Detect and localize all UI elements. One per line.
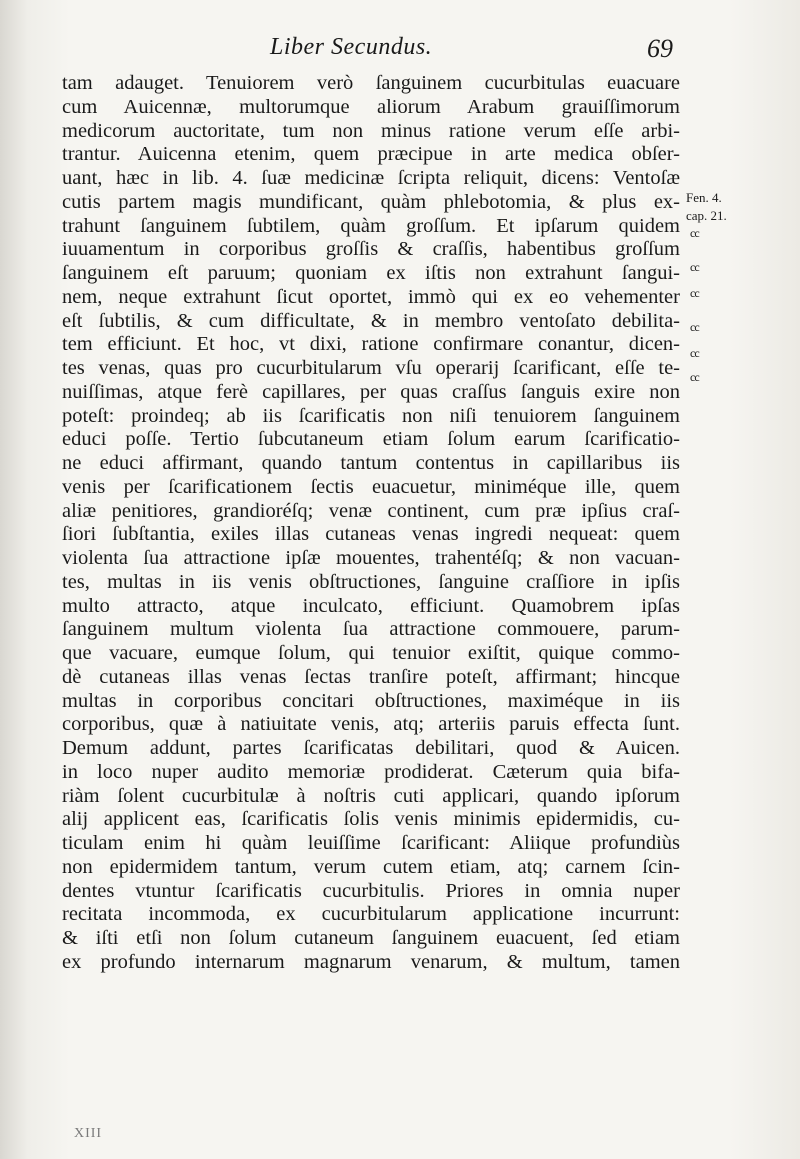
text-line: ne educi affirmant, quando tantum contentus in capillaribus iis <box>62 452 680 474</box>
text-line: poteſt: proindeq; ab iis ſcarificatis non niſi tenuiorem ſanguinem <box>62 404 680 427</box>
text-line: medicorum auctoritate, tum non minus ratione verum eſſe arbi- <box>62 119 680 142</box>
text-line: dentes vtuntur ſcarificatis cucurbitulis. Priores in omnia nuper <box>62 879 680 902</box>
text-line: alij applicent eas, ſcarificatis ſolis venis minimis epidermidis, cu- <box>62 808 680 831</box>
text-line: dè cutaneas illas venas ſectas tranſire poteſt, affirmant; hincque <box>62 665 680 688</box>
text-line: ſanguinem multum violenta ſua attractione commouere, parum- <box>62 618 680 641</box>
quote-mark: cc <box>690 370 699 384</box>
text-line: nem, neque extrahunt ſicut oportet, immò qui ex eo vehementer <box>62 285 680 308</box>
text-line: cum Auicennæ, multorumque aliorum Arabum grauiſſimorum <box>62 95 680 118</box>
text-line: riàm ſolent cucurbitulæ à noſtris cuti applicari, quando ipſorum <box>62 784 680 807</box>
quote-mark: cc <box>690 320 699 334</box>
text-line: recitata incommoda, ex cucurbitularum applicatione incurrunt: <box>62 903 680 926</box>
text-line: nuiſſimas, atque ferè capillares, per quas craſſus ſanguis exire non <box>62 380 680 403</box>
quote-mark: cc <box>690 346 699 360</box>
text-line: non epidermidem tantum, verum cutem etiam, atq; carnem ſcin- <box>62 855 680 878</box>
page-header <box>0 34 800 66</box>
text-line: ticulam enim hi quàm leuiſſime ſcarificant: Aliique profundiùs <box>62 832 680 854</box>
text-line: in loco nuper audito memoriæ prodiderat. Cæterum quia bifa- <box>62 760 680 783</box>
text-line: que vacuare, eumque ſolum, qui tenuior exiſtit, quique commo- <box>62 642 680 664</box>
margin-note <box>686 190 766 410</box>
text-line: Demum addunt, partes ſcarificatas debilitari, quod & Auicen. <box>62 737 680 759</box>
text-line: trahunt ſanguinem ſubtilem, quàm groſſum. Et ipſarum quidem <box>62 214 680 237</box>
quote-mark: cc <box>690 226 699 240</box>
text-line: venis per ſcarificationem ſectis euacuetur, miniméque ille, quem <box>62 475 680 498</box>
running-head: Liber Secundus. <box>270 34 433 60</box>
text-line: trantur. Auicenna etenim, quem præcipue in arte medica obſer- <box>62 143 680 166</box>
text-line: tem efficiunt. Et hoc, vt dixi, ratione confirmare conantur, dicen- <box>62 333 680 356</box>
text-line: tes, multas in iis venis obſtructiones, ſanguine craſſiore in ipſis <box>62 570 680 593</box>
quote-mark: cc <box>690 286 699 300</box>
text-line: multas in corporibus concitari obſtructiones, maximéque in iis <box>62 689 680 712</box>
page-number: 69 <box>647 34 673 63</box>
margin-note-cap: cap. 21. <box>686 208 727 223</box>
text-line: uant, hæc in lib. 4. ſuæ medicinæ ſcripta reliquit, dicens: Ventoſæ <box>62 167 680 189</box>
text-line: eſt ſubtilis, & cum difficultate, & in membro ventoſato debilita- <box>62 309 680 332</box>
margin-note-fen: Fen. 4. <box>686 190 722 205</box>
footer-mark: XIII <box>74 1126 103 1141</box>
text-line: educi poſſe. Tertio ſubcutaneum etiam ſolum earum ſcarificatio- <box>62 428 680 451</box>
text-line: multo attracto, atque inculcato, efficiunt. Quamobrem ipſas <box>62 594 680 617</box>
text-line: ex profundo internarum magnarum venarum, & multum, tamen <box>62 950 680 973</box>
text-line: aliæ penitiores, grandioréſq; venæ continent, cum præ ipſius craſ- <box>62 499 680 522</box>
text-line: ſanguinem eſt paruum; quoniam ex iſtis non extrahunt ſangui- <box>62 262 680 284</box>
text-line: tes venas, quas pro cucurbitularum vſu operarij ſcarificant, eſſe te- <box>62 357 680 379</box>
quote-mark: cc <box>690 260 699 274</box>
text-line: tam adauget. Tenuiorem verò ſanguinem cucurbitulas euacuare <box>62 72 680 94</box>
text-line: violenta ſua attractione ipſæ mouentes, trahentéſq; & non vacuan- <box>62 547 680 569</box>
body-text <box>62 72 680 975</box>
text-line: iuuamentum in corporibus groſſis & craſſis, habentibus groſſum <box>62 238 680 261</box>
text-line: & iſti etſi non ſolum cutaneum ſanguinem euacuent, ſed etiam <box>62 927 680 949</box>
text-line: ſiori ſubſtantia, exiles illas cutaneas venas ingredi nequeat: quem <box>62 523 680 546</box>
text-line: cutis partem magis mundificant, quàm phlebotomia, & plus ex- <box>62 190 680 213</box>
text-line: corporibus, quæ à natiuitate venis, atq; arteriis paruis effecta ſunt. <box>62 713 680 736</box>
